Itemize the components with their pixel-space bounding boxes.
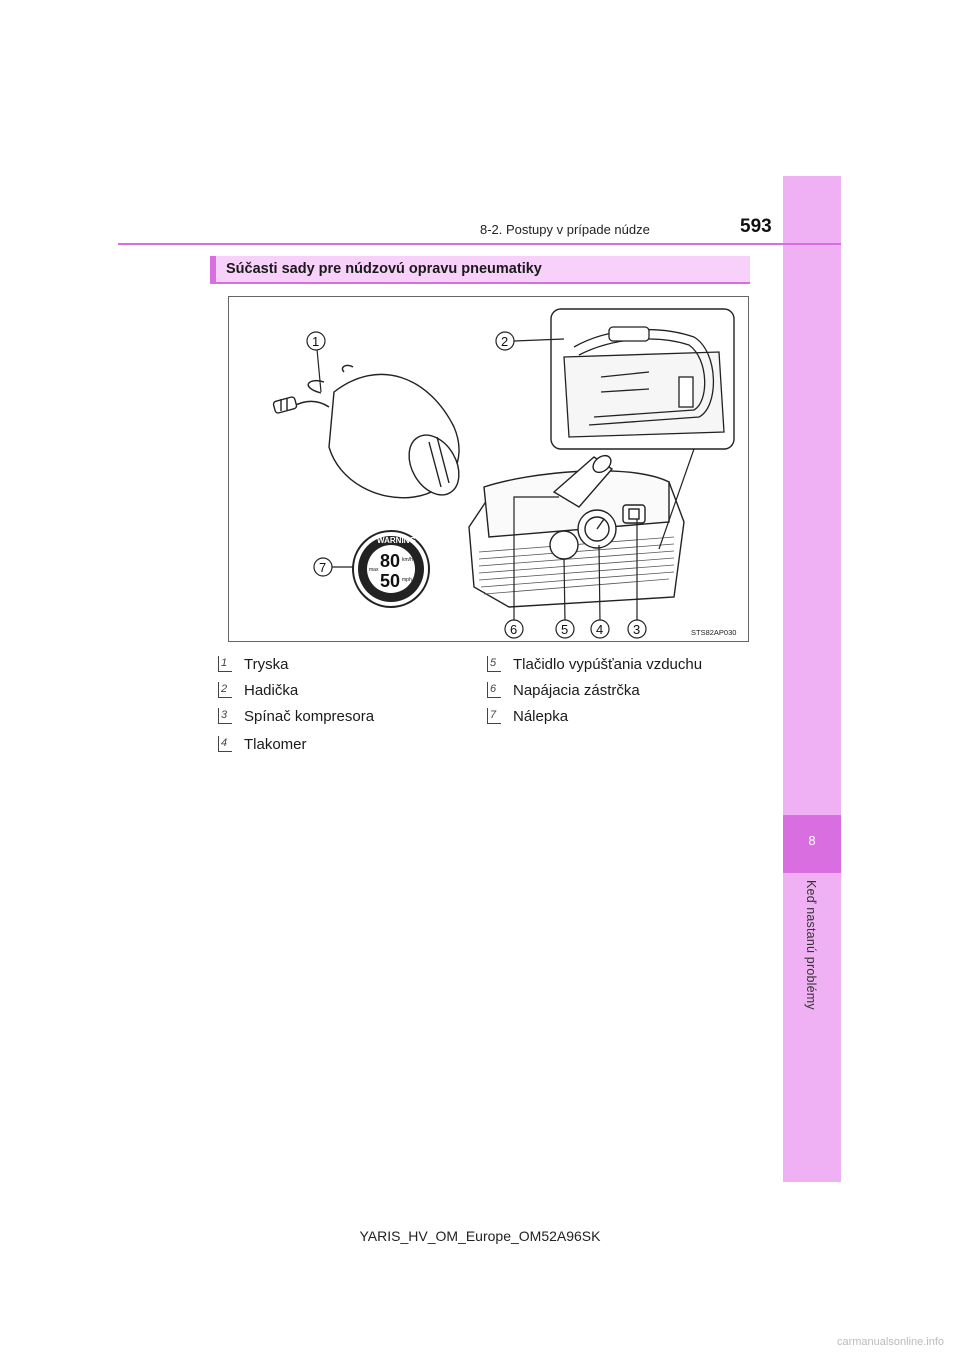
section-heading <box>210 256 750 284</box>
figure-code: STS82AP030 <box>691 628 737 637</box>
sticker-speed-lower: 50 <box>380 571 401 591</box>
sticker-unit-upper: km/h <box>402 557 413 563</box>
legend-label: Tlakomer <box>244 736 307 753</box>
callout-5-label: 5 <box>561 622 569 637</box>
sticker-warning-text: WARNING <box>377 536 416 545</box>
chapter-title-vertical <box>779 880 843 1030</box>
legend-label: Napájacia zástrčka <box>513 682 640 699</box>
repair-kit-illustration <box>229 297 748 641</box>
callout-2-label: 2 <box>501 334 509 349</box>
legend-label: Nálepka <box>513 708 569 725</box>
sticker-max: max <box>369 567 379 573</box>
running-header: 8-2. Postupy v prípade núdze <box>480 222 650 237</box>
legend-number: 3 <box>218 708 232 724</box>
callout-1-label: 1 <box>312 334 320 349</box>
legend-label: Hadička <box>244 682 299 699</box>
legend-number: 5 <box>487 656 501 672</box>
sticker-speed-upper: 80 <box>380 551 401 571</box>
repair-kit-figure <box>228 296 749 642</box>
callout-7-label: 7 <box>319 560 327 575</box>
legend-label: Tlačidlo vypúšťania vzduchu <box>513 656 703 673</box>
sticker-unit-lower: mph <box>402 577 412 583</box>
chapter-number: 8 <box>808 833 816 848</box>
callout-3-label: 3 <box>633 622 641 637</box>
sealant-bottle <box>273 365 469 503</box>
chapter-side-tab <box>783 176 841 1182</box>
legend-label: Spínač kompresora <box>244 708 375 725</box>
compressor <box>469 452 684 607</box>
legend-number: 6 <box>487 682 501 698</box>
chapter-title: Keď nastanú problémy <box>804 880 818 1010</box>
watermark: carmanualsonline.info <box>836 1336 944 1348</box>
warning-sticker <box>353 531 429 607</box>
page-number: 593 <box>740 216 772 237</box>
legend-number: 7 <box>487 708 501 724</box>
legend-label: Tryska <box>244 656 289 673</box>
legend-number: 4 <box>218 736 232 752</box>
chapter-number-box <box>783 815 841 873</box>
document-footer: YARIS_HV_OM_Europe_OM52A96SK <box>359 1228 601 1244</box>
callout-4-label: 4 <box>596 622 604 637</box>
callout-6-label: 6 <box>510 622 518 637</box>
legend-number: 2 <box>218 682 232 698</box>
legend-number: 1 <box>218 656 232 672</box>
header-rule <box>118 243 841 245</box>
section-title: Súčasti sady pre núdzovú opravu pneumatiky <box>226 261 542 277</box>
